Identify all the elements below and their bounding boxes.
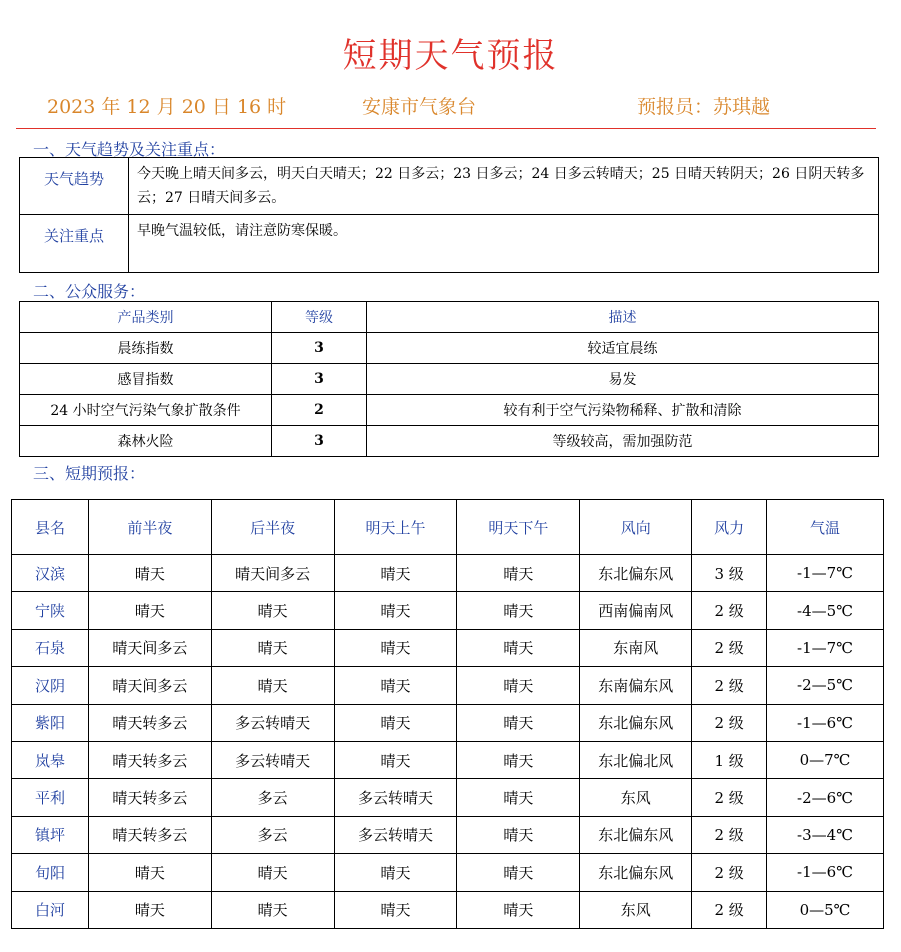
- issue-date: 2023 年 12 月 20 日 16 时: [47, 96, 287, 118]
- second-half-night-cell: 晴天: [211, 854, 334, 891]
- tomorrow-morning-cell: 多云转晴天: [334, 816, 457, 853]
- product-cell: 晨练指数: [20, 333, 272, 364]
- table-row: [12, 592, 884, 629]
- tomorrow-afternoon-cell: 晴天: [457, 816, 580, 853]
- second-half-night-cell: 多云转晴天: [211, 741, 334, 778]
- table-row: [12, 816, 884, 853]
- temperature-cell: -2—5℃: [767, 667, 884, 704]
- temperature-cell: -1—6℃: [767, 854, 884, 891]
- first-half-night-cell: 晴天: [88, 592, 211, 629]
- header-cell: 描述: [367, 302, 879, 333]
- temperature-cell: -2—6℃: [767, 779, 884, 816]
- wind-force-cell: 2 级: [692, 704, 767, 741]
- table-row: [12, 667, 884, 704]
- temperature-cell: -4—5℃: [767, 592, 884, 629]
- tomorrow-afternoon-cell: 晴天: [457, 854, 580, 891]
- section-2-heading: 二、公众服务：: [33, 282, 146, 301]
- table-row: [12, 704, 884, 741]
- county-cell: 汉阴: [12, 667, 89, 704]
- tomorrow-afternoon-cell: 晴天: [457, 555, 580, 592]
- wind-force-cell: 2 级: [692, 629, 767, 666]
- table-row: [12, 891, 884, 928]
- focus-row: [20, 215, 879, 273]
- wind-force-cell: 2 级: [692, 816, 767, 853]
- county-cell: 白河: [12, 891, 89, 928]
- table-row: [20, 395, 879, 426]
- first-half-night-cell: 晴天转多云: [88, 704, 211, 741]
- wind-direction-cell: 东北偏东风: [580, 555, 692, 592]
- focus-label: 关注重点: [20, 215, 129, 273]
- description-cell: 较有利于空气污染物稀释、扩散和清除: [367, 395, 879, 426]
- table-row: [20, 364, 879, 395]
- tomorrow-afternoon-cell: 晴天: [457, 667, 580, 704]
- level-cell: 3: [272, 426, 367, 457]
- tomorrow-morning-cell: 晴天: [334, 704, 457, 741]
- level-cell: 3: [272, 364, 367, 395]
- first-half-night-cell: 晴天: [88, 854, 211, 891]
- wind-direction-cell: 东南偏东风: [580, 667, 692, 704]
- header-cell: 明天下午: [457, 500, 580, 555]
- first-half-night-cell: 晴天转多云: [88, 741, 211, 778]
- focus-text: 早晚气温较低，请注意防寒保暖。: [129, 215, 879, 273]
- header-cell: 等级: [272, 302, 367, 333]
- header-cell: 风向: [580, 500, 692, 555]
- level-cell: 3: [272, 333, 367, 364]
- description-cell: 等级较高，需加强防范: [367, 426, 879, 457]
- county-cell: 平利: [12, 779, 89, 816]
- second-half-night-cell: 晴天: [211, 629, 334, 666]
- second-half-night-cell: 多云转晴天: [211, 704, 334, 741]
- temperature-cell: 0—5℃: [767, 891, 884, 928]
- wind-force-cell: 2 级: [692, 891, 767, 928]
- county-cell: 石泉: [12, 629, 89, 666]
- wind-force-cell: 2 级: [692, 667, 767, 704]
- page-title: 短期天气预报: [342, 36, 559, 76]
- wind-force-cell: 2 级: [692, 779, 767, 816]
- table-row: [12, 854, 884, 891]
- county-cell: 旬阳: [12, 854, 89, 891]
- trend-label: 天气趋势: [20, 158, 129, 215]
- forecaster: 预报员：苏琪越: [637, 96, 771, 118]
- wind-force-cell: 2 级: [692, 592, 767, 629]
- wind-direction-cell: 东北偏东风: [580, 816, 692, 853]
- second-half-night-cell: 晴天: [211, 667, 334, 704]
- wind-force-cell: 3 级: [692, 555, 767, 592]
- tomorrow-afternoon-cell: 晴天: [457, 592, 580, 629]
- county-cell: 宁陕: [12, 592, 89, 629]
- section-1-heading: 一、天气趋势及关注重点：: [33, 140, 226, 159]
- tomorrow-morning-cell: 晴天: [334, 555, 457, 592]
- description-cell: 较适宜晨练: [367, 333, 879, 364]
- public-service-table: [19, 301, 879, 457]
- county-cell: 镇坪: [12, 816, 89, 853]
- tomorrow-morning-cell: 晴天: [334, 891, 457, 928]
- tomorrow-afternoon-cell: 晴天: [457, 741, 580, 778]
- table-row: [12, 629, 884, 666]
- tomorrow-morning-cell: 晴天: [334, 667, 457, 704]
- first-half-night-cell: 晴天转多云: [88, 816, 211, 853]
- description-cell: 易发: [367, 364, 879, 395]
- table-row: [12, 779, 884, 816]
- second-half-night-cell: 多云: [211, 779, 334, 816]
- second-half-night-cell: 晴天: [211, 891, 334, 928]
- table-row: [20, 426, 879, 457]
- wind-force-cell: 2 级: [692, 854, 767, 891]
- trend-text: 今天晚上晴天间多云，明天白天晴天；22 日多云；23 日多云；24 日多云转晴天；25 日晴天转阴天；26 日阴天转多云；27 日晴天间多云。: [129, 158, 879, 215]
- first-half-night-cell: 晴天间多云: [88, 629, 211, 666]
- tomorrow-morning-cell: 晴天: [334, 592, 457, 629]
- header-cell: 气温: [767, 500, 884, 555]
- second-half-night-cell: 晴天间多云: [211, 555, 334, 592]
- table-header-row: [12, 500, 884, 555]
- temperature-cell: -3—4℃: [767, 816, 884, 853]
- trend-table: [19, 157, 879, 273]
- tomorrow-afternoon-cell: 晴天: [457, 629, 580, 666]
- county-cell: 紫阳: [12, 704, 89, 741]
- header-cell: 明天上午: [334, 500, 457, 555]
- wind-force-cell: 1 级: [692, 741, 767, 778]
- header-cell: 风力: [692, 500, 767, 555]
- header-cell: 产品类别: [20, 302, 272, 333]
- product-cell: 感冒指数: [20, 364, 272, 395]
- wind-direction-cell: 东北偏北风: [580, 741, 692, 778]
- tomorrow-morning-cell: 晴天: [334, 629, 457, 666]
- product-cell: 森林火险: [20, 426, 272, 457]
- product-cell: 24 小时空气污染气象扩散条件: [20, 395, 272, 426]
- section-3-heading: 三、短期预报：: [33, 464, 146, 483]
- level-cell: 2: [272, 395, 367, 426]
- tomorrow-afternoon-cell: 晴天: [457, 704, 580, 741]
- table-header-row: [20, 302, 879, 333]
- tomorrow-morning-cell: 多云转晴天: [334, 779, 457, 816]
- wind-direction-cell: 东风: [580, 779, 692, 816]
- header-cell: 后半夜: [211, 500, 334, 555]
- first-half-night-cell: 晴天间多云: [88, 667, 211, 704]
- first-half-night-cell: 晴天: [88, 555, 211, 592]
- temperature-cell: -1—7℃: [767, 555, 884, 592]
- wind-direction-cell: 东北偏东风: [580, 854, 692, 891]
- table-row: [20, 333, 879, 364]
- temperature-cell: 0—7℃: [767, 741, 884, 778]
- wind-direction-cell: 西南偏南风: [580, 592, 692, 629]
- county-cell: 汉滨: [12, 555, 89, 592]
- temperature-cell: -1—6℃: [767, 704, 884, 741]
- second-half-night-cell: 多云: [211, 816, 334, 853]
- tomorrow-afternoon-cell: 晴天: [457, 779, 580, 816]
- header-cell: 县名: [12, 500, 89, 555]
- temperature-cell: -1—7℃: [767, 629, 884, 666]
- wind-direction-cell: 东南风: [580, 629, 692, 666]
- tomorrow-afternoon-cell: 晴天: [457, 891, 580, 928]
- county-cell: 岚皋: [12, 741, 89, 778]
- table-row: [12, 741, 884, 778]
- tomorrow-morning-cell: 晴天: [334, 854, 457, 891]
- first-half-night-cell: 晴天: [88, 891, 211, 928]
- trend-row: [20, 158, 879, 215]
- short-term-forecast-table: [11, 499, 884, 929]
- table-row: [12, 555, 884, 592]
- wind-direction-cell: 东风: [580, 891, 692, 928]
- wind-direction-cell: 东北偏东风: [580, 704, 692, 741]
- issuing-station: 安康市气象台: [362, 96, 477, 118]
- tomorrow-morning-cell: 晴天: [334, 741, 457, 778]
- header-divider: [16, 128, 876, 129]
- first-half-night-cell: 晴天转多云: [88, 779, 211, 816]
- second-half-night-cell: 晴天: [211, 592, 334, 629]
- header-cell: 前半夜: [88, 500, 211, 555]
